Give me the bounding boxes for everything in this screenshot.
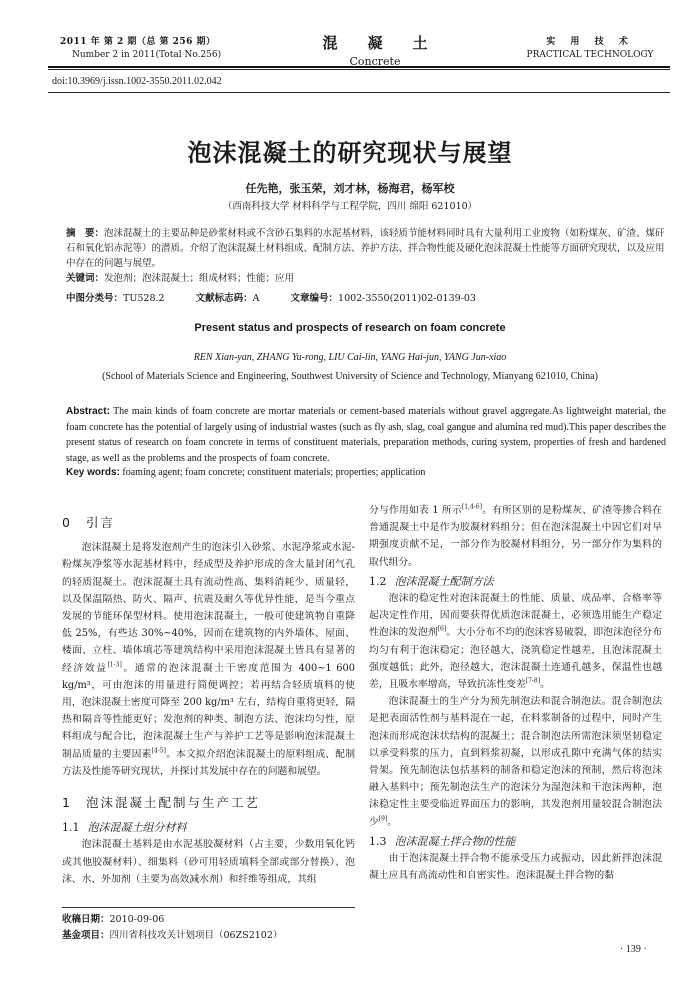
citation: [1,4-6] [461,503,482,511]
subsection-title: 泡沫混凝土配制方法 [394,574,494,588]
body-paragraph [369,590,662,693]
section-number: 0 [62,515,72,530]
subsection-number: 1.3 [369,834,387,848]
text-run: 。 [540,679,550,691]
text-run: 泡沫的稳定性对泡沫混凝土的性能、质量、成品率、合格率等起决定性作用，因而要获得优质泡沫混凝土，必须选用能生产稳定性泡沫的发泡剂 [369,593,662,639]
body-right-column [369,502,662,884]
body-paragraph [369,693,662,831]
received-value: 2010-09-06 [109,914,165,925]
header-rule [48,66,670,68]
text-run: 分与作用如表 1 所示 [369,505,462,516]
title-en: Present status and prospects of research on foam concrete [194,322,506,334]
subsection-number: 1.2 [369,574,387,588]
column-name-en: PRACTICAL TECHNOLOGY [526,50,654,60]
clc-label: 中图分类号： [66,293,124,304]
received-label: 收稿日期： [62,914,110,925]
body-paragraph: 泡沫混凝土基料是由水泥基胶凝材料（占主要，少数用氧化钙或其他胶凝材料）、细集料（砂可用轻质填料全部或部分替换）、泡沫、水、外加剂（主要为高效减水剂）和纤维等组成，其组 [62,839,355,885]
issue-info [60,36,280,62]
issue-en: Number 2 in 2011(Total No.256) [72,50,222,60]
footnote-rule [62,907,355,908]
keywords-cn-label: 关键词： [66,273,105,284]
column-name-cn: 实 用 技 术 [546,37,634,47]
clc-code: TU528.2 [123,293,165,304]
abstract-en-label: Abstract: [66,406,110,417]
body-paragraph [369,502,662,571]
issue-cn: 2011 年 第 2 期（总 第 256 期） [60,37,216,47]
body-paragraph: 由于泡沫混凝土拌合物不能承受压力或振动，因此新拌泡沫混凝土应具有高流动性和自密实性。泡沫混凝土拌合物的黏 [369,853,662,882]
page-number: · 139 · [620,944,647,955]
keywords-cn-text: 发泡剂；泡沫混凝土；组成材料；性能；应用 [104,273,295,284]
text-run: 。有所区别的是粉煤灰、矿渣等掺合料在普通混凝土中是作为胶凝材料组分；但在泡沫混凝土中因它们对早期强度贡献不足，一部分作为胶凝材料组分，另一部分作为集料的取代组分。 [369,505,662,568]
keywords-en [66,467,666,478]
keywords-en-label: Key words: [66,467,120,478]
text-run: 。大小分布不均的泡沫容易破裂，即泡沫泡径分布均匀有利于泡沫稳定；泡径越大，浇筑稳定性越差，且泡沫混凝土强度越低；此外，泡径越大，泡沫混凝土连通孔越多，保温性也越差，且吸水率增高，导致抗冻性变差 [369,627,663,691]
fund-label: 基金项目： [62,930,110,941]
journal-name-cn: 混凝土 [322,34,458,52]
subsection-title: 泡沫混凝土组分材料 [87,821,187,835]
authors-en: REN Xian-yan, ZHANG Yu-rong, LIU Cai-lin, YANG Hai-jun, YANG Jun-xiao [193,352,507,363]
doi-rule [48,92,670,93]
citation: [4-5] [151,747,166,755]
classification-line [66,290,666,304]
subsection-heading-1-2 [369,573,662,590]
paper-title: 泡沫混凝土的研究现状与展望 [187,139,513,167]
text-run: 。本文拟介绍泡沫混凝土的原料组成、配制方法及性能等研究现状，并探讨其发展中存在的问题和展望。 [62,748,356,777]
body-left-column [62,502,355,888]
received-date [62,911,164,925]
fund-info [62,927,282,941]
doc-code: A [252,293,260,304]
section-title: 泡沫混凝土配制与生产工艺 [85,795,260,811]
doc-code-label: 文献标志码： [195,293,253,304]
abstract-en [66,404,666,466]
text-run: 。 [387,816,398,828]
citation: [1-3] [107,661,122,669]
journal-name-en: Concrete [349,55,401,68]
column-name [520,36,660,62]
article-no: 1002-3550(2011)02-0139-03 [338,293,476,304]
affiliation: （西南科技大学 材料科学与工程学院，四川 绵阳 621010） [222,201,478,212]
subsection-number: 1.1 [62,821,80,835]
keywords-en-text: foaming agent; foam concrete; constituent materials; properties; application [122,467,426,478]
authors: 任先艳，张玉荣，刘才林，杨海君，杨军校 [245,182,455,195]
text-run: 。通常的泡沫混凝土干密度范围为 400~1 600 kg/m³，可由泡沫的用量进行简便调控；若再结合轻质填料的使用，泡沫混凝土密度可降至 200 kg/m³ 左右，结构自重将更轻，隔热和隔音等性能更好；发泡剂的种类、制泡方法、泡沫均匀性，原料组成与配合比，泡沫混凝土生产与养护工艺等是影响泡沫混凝土制品质量的主要因素 [62,662,355,760]
section-title: 引言 [85,515,115,530]
abstract-en-text: The main kinds of foam concrete are mortar materials or cement-based materials without gravel aggregate.As lightweight material, the foam concrete has the potential of largely using of industrial wastes (such as fly ash, slag, coal gangue and alumina red mud).This paper describes the present status of research on foam concrete in terms of constituent materials, preparation methods, curing system, properties of fresh and hardened stage, as well as the problems and the prospects of foam concrete. [66,406,666,464]
journal-name [300,32,458,68]
citation: [7-8] [525,677,541,685]
text-run: 泡沫混凝土是将发泡剂产生的泡沫引入砂浆、水泥净浆或水泥-粉煤灰净浆等水泥基材料中，经成型及养护形成的含大量封闭气孔的轻质混凝土。泡沫混凝土具有流动性高、集料消耗少、质量轻，以及保温隔热、防火、隔声、抗震及耐久等优异性能，是当今重点发展的节能环保型材料。使用泡沫混凝土，一般可使建筑物自重降低 25%，有些达 30%~40%，因而在建筑物的内外墙体、屋面、楼面、立柱、墙体填芯等建筑结构中采用泡沫混凝土皆具有显著的经济效益 [62,542,355,674]
subsection-title: 泡沫混凝土拌合物的性能 [394,834,516,848]
abstract-cn-label: 摘 要： [66,228,105,239]
section-heading-1 [62,794,355,811]
fund-value: 四川省科技攻关计划项目（06ZS2102） [109,930,283,941]
subsection-heading-1-3 [369,833,662,850]
body-paragraph [62,539,355,780]
abstract-cn [66,226,666,286]
section-number: 1 [62,795,72,811]
article-no-label: 文章编号： [290,293,339,304]
citation: [9] [378,815,388,823]
section-heading-intro [62,514,355,531]
text-run: 泡沫混凝土的生产分为预先制泡法和混合制泡法。混合制泡法是把表面活性剂与基料混在一起，在料浆制备的过程中，同时产生泡沫而形成泡沫状结构的混凝土；混合制泡法所需泡沫须坚韧稳定以承受料浆的压力，直到料浆初凝，以形成孔隙中充满气体的结实骨架。预先制泡法包括基料的制备和稳定泡沫的预制，然后将泡沫融入基料中；预先制泡法生产的泡沫分为湿泡沫和干泡沫两种，泡沫稳定性主要受临近界面压力的影响，其发泡剂用量较混合制泡法少 [369,696,662,828]
subsection-heading-1-1 [62,819,355,836]
abstract-cn-text: 泡沫混凝土的主要品种是砂浆材料或不含砂石集料的水泥基材料，该轻质节能材料同时具有大量利用工业废物（如粉煤灰、矿渣、煤矸石和氧化铝赤泥等）的潜质。介绍了泡沫混凝土材料组成、配制方法、养护方法、拌合物性能及硬化泡沫混凝土性能等方面研究现状，以及应用中存在的问题与展望。 [66,228,665,269]
citation: [6] [437,626,447,634]
doi: doi:10.3969/j.issn.1002-3550.2011.02.042 [52,76,222,87]
header-rule-thin [48,69,670,70]
affiliation-en: (School of Materials Science and Engineering, Southwest University of Science and Technology, Mianyang 621010, China) [102,371,598,382]
